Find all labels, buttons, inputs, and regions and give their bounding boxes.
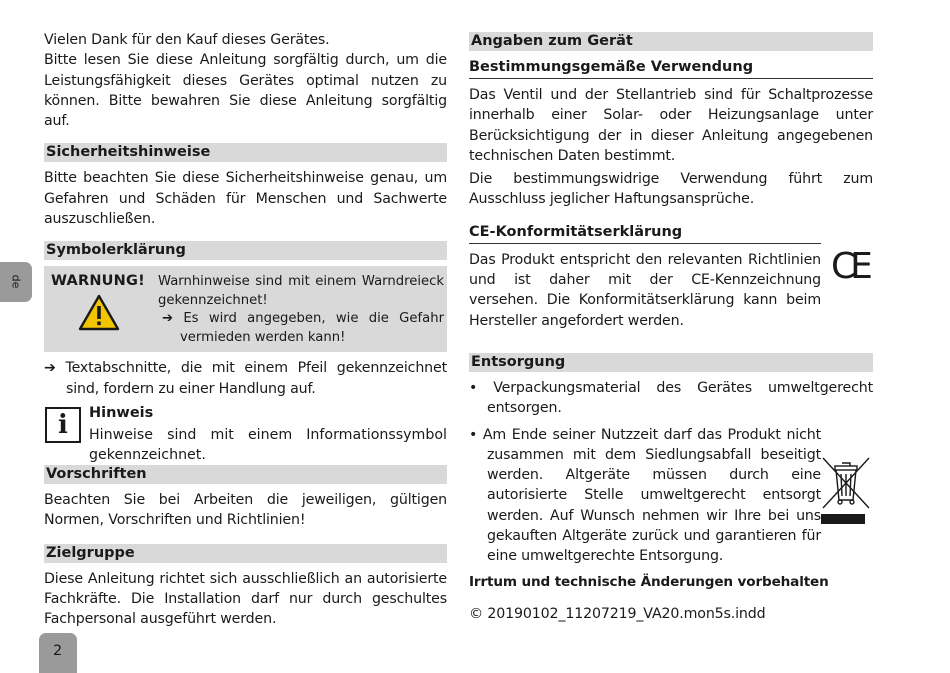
disposal-item-packaging: • Verpackungsmaterial des Gerätes umweltgerecht entsorgen. — [469, 379, 873, 417]
right-column — [469, 32, 873, 624]
hint-text: Hinweise sind mit einem Informationssymbol gekennzeichnet. — [89, 426, 447, 464]
page-number-tab — [39, 633, 77, 673]
warning-box — [44, 266, 447, 352]
left-column — [44, 30, 447, 629]
footer-file: © 20190102_11207219_VA20.mon5s.indd — [469, 605, 766, 622]
misuse-text: Die bestimmungswidrige Verwendung führt zum Ausschluss jeglicher Haftungsansprüche. — [469, 171, 873, 208]
info-icon: i — [45, 407, 81, 443]
regulations-heading: Vorschriften — [44, 465, 447, 484]
errata-note: Irrtum und technische Änderungen vorbehalten — [469, 573, 829, 590]
warning-title: WARNUNG! — [51, 273, 145, 290]
page-number: 2 — [53, 643, 63, 659]
safety-heading: Sicherheitshinweise — [44, 143, 447, 162]
ce-block — [469, 245, 873, 331]
intended-use-heading: Bestimmungsgemäße Verwendung — [469, 57, 873, 79]
arrow-explanation: ➔ Textabschnitte, die mit einem Pfeil gekennzeichnet sind, fordern zu einer Handlung auf. — [44, 360, 447, 397]
language-tab — [0, 262, 32, 302]
disposal-item-weee: • Am Ende seiner Nutzzeit darf das Produkt nicht zusammen mit dem Siedlungsabfall beseitigt werden. Altgeräte müssen durch eine autorisierte Stelle umweltgerecht entsorgt werden. Auf Wunsch nehmen wir Ihre bei uns gekauften Altgeräte zurück und garantieren für eine umweltgerechte Entsorgung. — [469, 426, 821, 565]
language-tab-label: de — [9, 274, 23, 289]
ce-mark: CE — [831, 245, 867, 287]
regulations-text: Beachten Sie bei Arbeiten die jeweiligen, gültigen Normen, Vorschriften und Richtlinien! — [44, 491, 447, 529]
warning-triangle-icon — [78, 294, 120, 332]
disposal-heading: Entsorgung — [469, 353, 873, 372]
warning-sub: ➔ Es wird angegeben, wie die Gefahr vermieden werden kann! — [162, 311, 444, 345]
ce-heading: CE-Konformitätserklärung — [469, 222, 821, 244]
intended-use-text: Das Ventil und der Stellantrieb sind für Schaltprozesse innerhalb einer Solar- oder Heizungsanlage unter Berücksichtigung der in dieser Anleitung angegebenen technischen Daten bestimmt. — [469, 87, 873, 164]
safety-text: Bitte beachten Sie diese Sicherheitshinweise genau, um Gefahren und Schäden für Menschen und Sachwerte auszuschließen. — [44, 170, 447, 228]
intro-thanks: Vielen Dank für den Kauf dieses Gerätes. — [44, 32, 330, 48]
disposal-list — [469, 378, 873, 567]
target-text: Diese Anleitung richtet sich ausschließlich an autorisierte Fachkräfte. Die Installation darf nur durch geschultes Fachpersonal ausgeführt werden. — [44, 570, 447, 628]
symbols-heading: Symbolerklärung — [44, 241, 447, 260]
intro-read: Bitte lesen Sie diese Anleitung sorgfältig durch, um die Leistungsfähigkeit dieses Gerätes optimal nutzen zu können. Bitte bewahren Sie diese Anleitung sorgfältig auf. — [44, 52, 447, 130]
crossed-out-bin-icon — [821, 456, 871, 524]
device-heading: Angaben zum Gerät — [469, 32, 873, 51]
target-heading: Zielgruppe — [44, 544, 447, 563]
warning-text: Warnhinweise sind mit einem Warndreieck gekennzeichnet! — [158, 274, 444, 309]
hint-title: Hinweis — [89, 404, 154, 421]
ce-text: Das Produkt entspricht den relevanten Richtlinien und ist daher mit der CE-Kennzeichnung versehen. Die Konformitätserklärung kann beim Hersteller angefordert werden. — [469, 251, 821, 329]
hint-block — [44, 405, 447, 467]
